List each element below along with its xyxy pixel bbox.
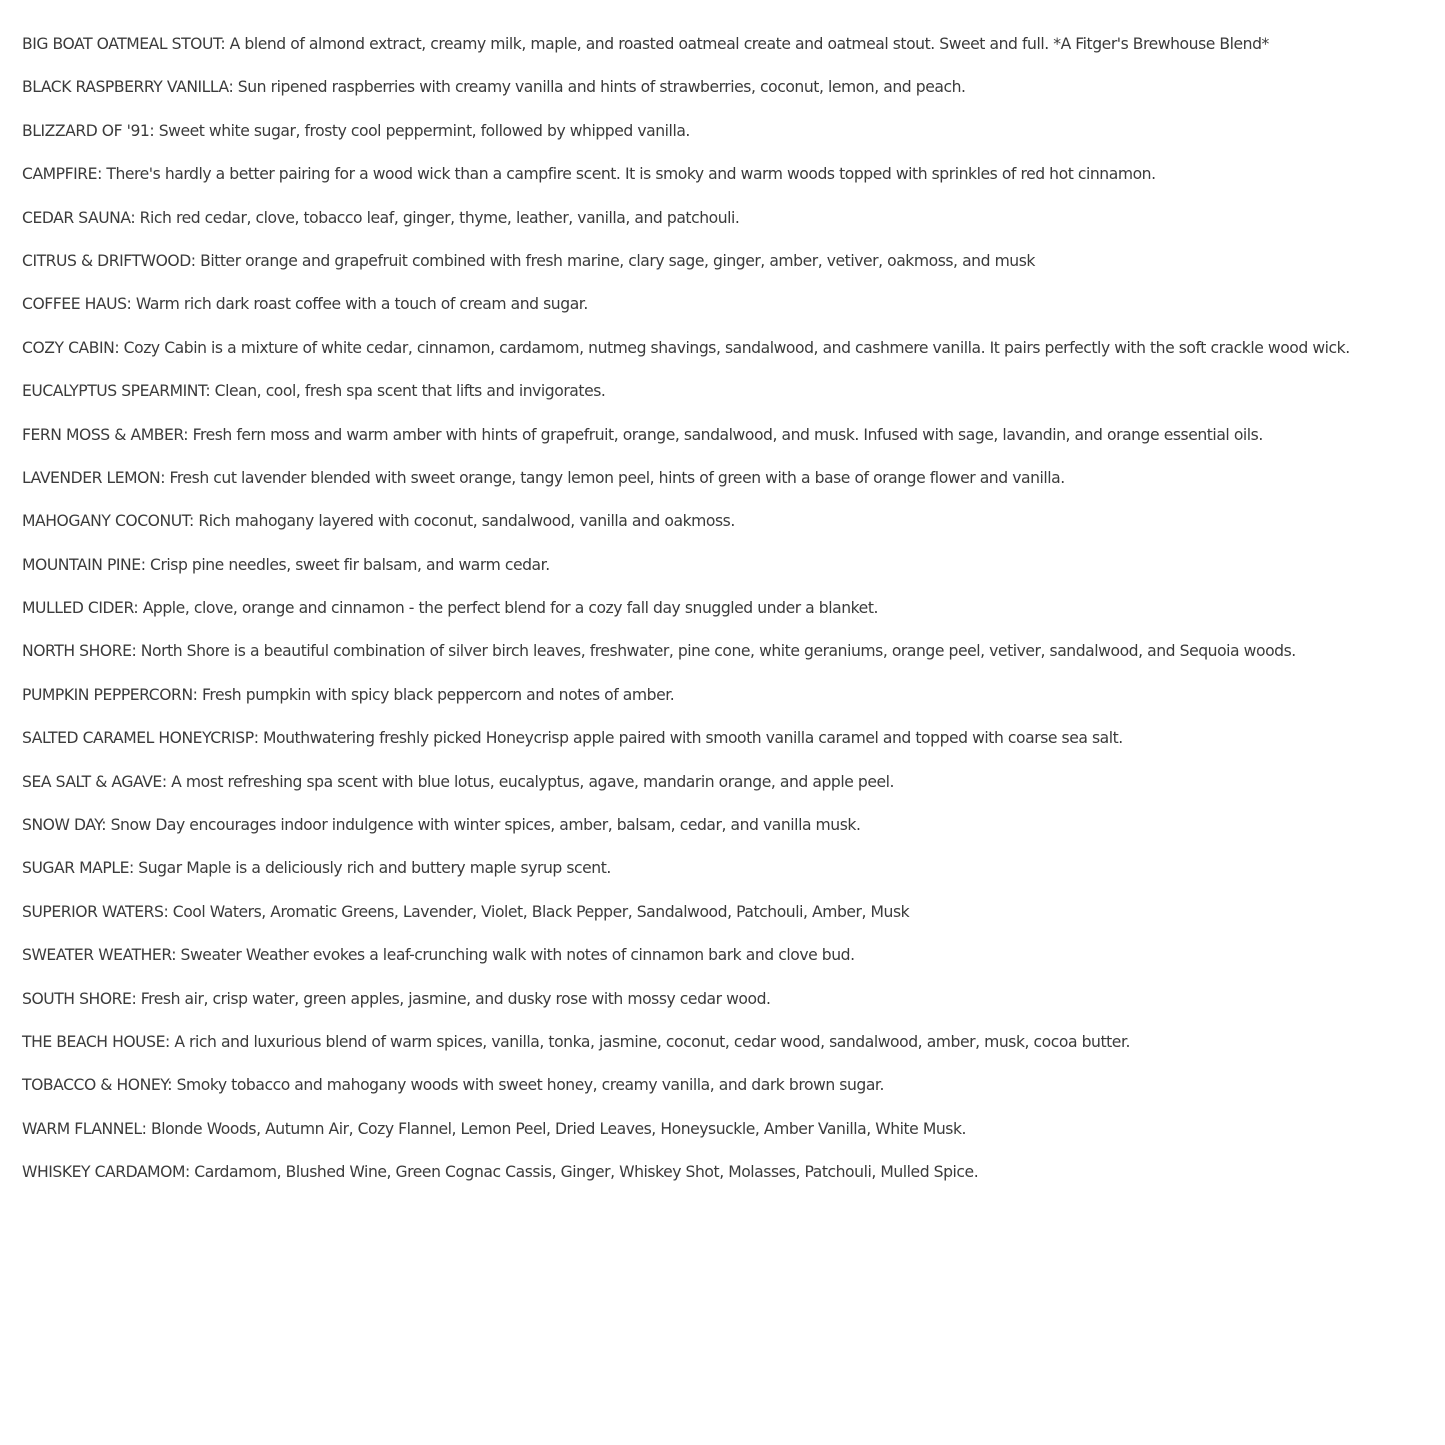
scent-item: SNOW DAY: Snow Day encourages indoor indulgence with winter spices, amber, balsam, cedar, and vanilla musk.	[22, 816, 861, 835]
scent-list	[22, 30, 1437, 1202]
scent-item: MULLED CIDER: Apple, clove, orange and cinnamon - the perfect blend for a cozy fall day snuggled under a blanket.	[22, 599, 879, 618]
scent-description: Fresh air, crisp water, green apples, jasmine, and dusky rose with mossy cedar wood.	[140, 989, 771, 1008]
scent-name: COFFEE HAUS	[22, 295, 127, 314]
scent-name: SNOW DAY	[22, 816, 102, 835]
scent-description: Fresh cut lavender blended with sweet orange, tangy lemon peel, hints of green with a base of orange flower and vanilla.	[169, 468, 1065, 487]
scent-item: CEDAR SAUNA: Rich red cedar, clove, tobacco leaf, ginger, thyme, leather, vanilla, and patchouli.	[22, 208, 740, 227]
scent-name: MULLED CIDER	[22, 599, 134, 618]
scent-name: PUMPKIN PEPPERCORN	[22, 685, 193, 704]
scent-name: EUCALYPTUS SPEARMINT	[22, 382, 206, 401]
scent-name: SUPERIOR WATERS	[22, 902, 164, 921]
scent-name: SUGAR MAPLE	[22, 859, 129, 878]
scent-name: BIG BOAT OATMEAL STOUT	[22, 35, 221, 53]
scent-item: MAHOGANY COCONUT: Rich mahogany layered with coconut, sandalwood, vanilla and oakmoss.	[22, 512, 735, 531]
scent-description: Cardamom, Blushed Wine, Green Cognac Cassis, Ginger, Whiskey Shot, Molasses, Patchouli, Mulled Spice.	[194, 1163, 979, 1182]
scent-item: NORTH SHORE: North Shore is a beautiful combination of silver birch leaves, freshwater, pine cone, white geraniums, orange peel, vetiver, sandalwood, and Sequoia woods.	[22, 642, 1296, 661]
scent-name: SEA SALT & AGAVE	[22, 772, 162, 791]
scent-item: COZY CABIN: Cozy Cabin is a mixture of white cedar, cinnamon, cardamom, nutmeg shavings, sandalwood, and cashmere vanilla. It pairs perfectly with the soft crackle wood wick.	[22, 338, 1350, 357]
scent-item: WHISKEY CARDAMOM: Cardamom, Blushed Wine, Green Cognac Cassis, Ginger, Whiskey Shot, Molasses, Patchouli, Mulled Spice.	[22, 1163, 979, 1182]
scent-name: TOBACCO & HONEY	[22, 1076, 168, 1095]
scent-description: Fresh fern moss and warm amber with hints of grapefruit, orange, sandalwood, and musk. Infused with sage, lavandin, and orange essential oils.	[192, 425, 1263, 444]
scent-description: Apple, clove, orange and cinnamon - the perfect blend for a cozy fall day snuggled under a blanket.	[142, 599, 879, 618]
scent-name: CAMPFIRE	[22, 165, 98, 184]
scent-item: SWEATER WEATHER: Sweater Weather evokes a leaf-crunching walk with notes of cinnamon bark and clove bud.	[22, 946, 855, 965]
scent-description: A most refreshing spa scent with blue lotus, eucalyptus, agave, mandarin orange, and apple peel.	[171, 772, 895, 791]
scent-description: Sweet white sugar, frosty cool peppermint, followed by whipped vanilla.	[158, 121, 690, 140]
scent-description: Warm rich dark roast coffee with a touch of cream and sugar.	[135, 295, 588, 314]
scent-description: There's hardly a better pairing for a wood wick than a campfire scent. It is smoky and warm woods topped with sprinkles of red hot cinnamon.	[106, 165, 1156, 184]
scent-item: WARM FLANNEL: Blonde Woods, Autumn Air, Cozy Flannel, Lemon Peel, Dried Leaves, Honeysuckle, Amber Vanilla, White Musk.	[22, 1119, 967, 1138]
scent-description: Bitter orange and grapefruit combined with fresh marine, clary sage, ginger, amber, vetiver, oakmoss, and musk	[200, 251, 1035, 270]
scent-item: SUGAR MAPLE: Sugar Maple is a deliciously rich and buttery maple syrup scent.	[22, 859, 611, 878]
scent-name: MAHOGANY COCONUT	[22, 512, 190, 531]
scent-description: Blonde Woods, Autumn Air, Cozy Flannel, Lemon Peel, Dried Leaves, Honeysuckle, Amber Vanilla, White Musk.	[150, 1119, 967, 1138]
scent-description: Snow Day encourages indoor indulgence with winter spices, amber, balsam, cedar, and vanilla musk.	[110, 816, 861, 835]
scent-item: SEA SALT & AGAVE: A most refreshing spa scent with blue lotus, eucalyptus, agave, mandarin orange, and apple peel.	[22, 772, 895, 791]
scent-description: Fresh pumpkin with spicy black peppercorn and notes of amber.	[201, 685, 675, 704]
scent-description: Sweater Weather evokes a leaf-crunching walk with notes of cinnamon bark and clove bud.	[180, 946, 855, 965]
scent-name: NORTH SHORE	[22, 642, 132, 661]
scent-item: LAVENDER LEMON: Fresh cut lavender blended with sweet orange, tangy lemon peel, hints of green with a base of orange flower and vanilla.	[22, 468, 1065, 487]
scent-description: Rich mahogany layered with coconut, sandalwood, vanilla and oakmoss.	[198, 512, 735, 531]
scent-item: COFFEE HAUS: Warm rich dark roast coffee with a touch of cream and sugar.	[22, 295, 588, 314]
scent-name: WHISKEY CARDAMOM	[22, 1163, 185, 1182]
scent-name: BLACK RASPBERRY VANILLA	[22, 78, 229, 97]
scent-name: LAVENDER LEMON	[22, 468, 161, 487]
scent-name: FERN MOSS & AMBER	[22, 425, 184, 444]
scent-name: THE BEACH HOUSE	[22, 1032, 165, 1051]
scent-item: SOUTH SHORE: Fresh air, crisp water, green apples, jasmine, and dusky rose with mossy cedar wood.	[22, 989, 771, 1008]
scent-description: A rich and luxurious blend of warm spices, vanilla, tonka, jasmine, coconut, cedar wood, sandalwood, amber, musk, cocoa butter.	[174, 1032, 1130, 1051]
scent-item: SUPERIOR WATERS: Cool Waters, Aromatic Greens, Lavender, Violet, Black Pepper, Sandalwood, Patchouli, Amber, Musk	[22, 902, 910, 921]
scent-item: TOBACCO & HONEY: Smoky tobacco and mahogany woods with sweet honey, creamy vanilla, and dark brown sugar.	[22, 1076, 884, 1095]
scent-description: Sun ripened raspberries with creamy vanilla and hints of strawberries, coconut, lemon, and peach.	[237, 78, 966, 97]
scent-item: MOUNTAIN PINE: Crisp pine needles, sweet fir balsam, and warm cedar.	[22, 555, 550, 574]
scent-description: Clean, cool, fresh spa scent that lifts and invigorates.	[214, 382, 606, 401]
scent-name: WARM FLANNEL	[22, 1119, 142, 1138]
scent-name: CEDAR SAUNA	[22, 208, 131, 227]
scent-name: COZY CABIN	[22, 338, 115, 357]
scent-item: BLACK RASPBERRY VANILLA: Sun ripened raspberries with creamy vanilla and hints of strawberries, coconut, lemon, and peach.	[22, 78, 966, 97]
scent-name: MOUNTAIN PINE	[22, 555, 141, 574]
scent-item: THE BEACH HOUSE: A rich and luxurious blend of warm spices, vanilla, tonka, jasmine, coconut, cedar wood, sandalwood, amber, musk, cocoa butter.	[22, 1032, 1130, 1051]
scent-item: CAMPFIRE: There's hardly a better pairing for a wood wick than a campfire scent. It is smoky and warm woods topped with sprinkles of red hot cinnamon.	[22, 165, 1156, 184]
scent-description: Cozy Cabin is a mixture of white cedar, cinnamon, cardamom, nutmeg shavings, sandalwood, and cashmere vanilla. It pairs perfectly with the soft crackle wood wick.	[123, 338, 1350, 357]
scent-item: SALTED CARAMEL HONEYCRISP: Mouthwatering freshly picked Honeycrisp apple paired with smooth vanilla caramel and topped with coarse sea salt.	[22, 729, 1123, 748]
scent-description: Crisp pine needles, sweet fir balsam, and warm cedar.	[150, 555, 550, 574]
scent-name: CITRUS & DRIFTWOOD	[22, 251, 191, 270]
scent-item: BLIZZARD OF '91: Sweet white sugar, frosty cool peppermint, followed by whipped vanilla.	[22, 121, 690, 140]
scent-description: Sugar Maple is a deliciously rich and buttery maple syrup scent.	[138, 859, 611, 878]
scent-name: SALTED CARAMEL HONEYCRISP	[22, 729, 254, 748]
scent-item: CITRUS & DRIFTWOOD: Bitter orange and grapefruit combined with fresh marine, clary sage, ginger, amber, vetiver, oakmoss, and musk	[22, 251, 1035, 270]
scent-item: FERN MOSS & AMBER: Fresh fern moss and warm amber with hints of grapefruit, orange, sandalwood, and musk. Infused with sage, lavandin, and orange essential oils.	[22, 425, 1263, 444]
scent-item: PUMPKIN PEPPERCORN: Fresh pumpkin with spicy black peppercorn and notes of amber.	[22, 685, 675, 704]
scent-name: BLIZZARD OF '91	[22, 121, 150, 140]
scent-item: BIG BOAT OATMEAL STOUT: A blend of almond extract, creamy milk, maple, and roasted oatmeal create and oatmeal stout. Sweet and full. *A Fitger's Brewhouse Blend*	[22, 35, 1269, 53]
scent-description: Cool Waters, Aromatic Greens, Lavender, Violet, Black Pepper, Sandalwood, Patchouli, Amber, Musk	[172, 902, 910, 921]
scent-item: EUCALYPTUS SPEARMINT: Clean, cool, fresh spa scent that lifts and invigorates.	[22, 382, 606, 401]
scent-description: Smoky tobacco and mahogany woods with sweet honey, creamy vanilla, and dark brown sugar.	[176, 1076, 884, 1095]
scent-name: SWEATER WEATHER	[22, 946, 172, 965]
scent-description: A blend of almond extract, creamy milk, maple, and roasted oatmeal create and oatmeal stout. Sweet and full. *A Fitger's Brewhouse Blend*	[229, 35, 1269, 53]
scent-description: Mouthwatering freshly picked Honeycrisp apple paired with smooth vanilla caramel and topped with coarse sea salt.	[263, 729, 1123, 748]
scent-description: Rich red cedar, clove, tobacco leaf, ginger, thyme, leather, vanilla, and patchouli.	[139, 208, 740, 227]
scent-name: SOUTH SHORE	[22, 989, 132, 1008]
scent-description: North Shore is a beautiful combination of silver birch leaves, freshwater, pine cone, white geraniums, orange peel, vetiver, sandalwood, and Sequoia woods.	[140, 642, 1296, 661]
